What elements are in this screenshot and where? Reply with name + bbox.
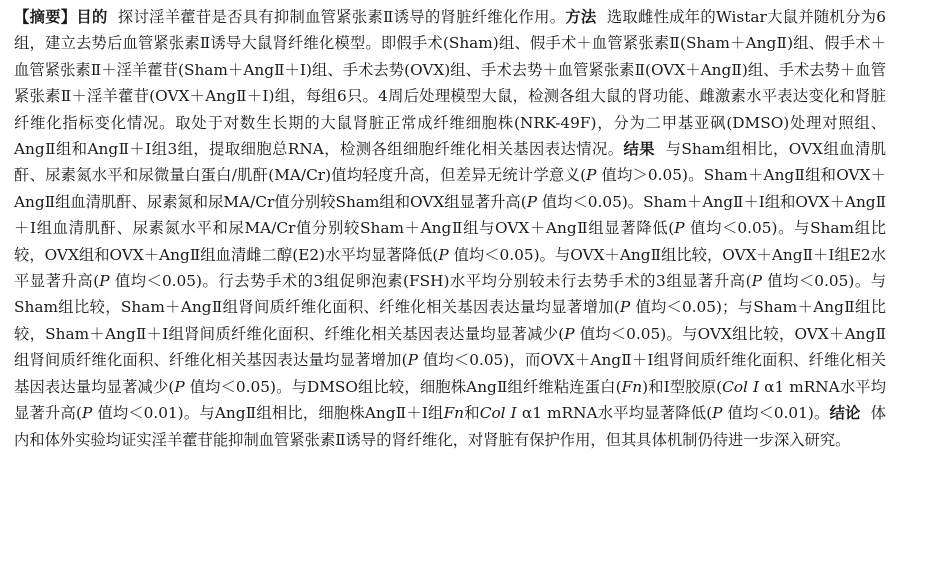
abstract-text: 与Sham组相比，OVX组血清肌酐、尿素氮水平和尿微量白蛋白/肌酐(MA/Cr)值均轻度升高，但差异无统计学意义( <box>14 140 886 185</box>
italic-term: Fn <box>621 377 643 396</box>
abstract-text: 值均＜0.05)。Sham＋AngⅡ＋I组和OVX＋AngⅡ＋I组血清肌酐、尿素氮水平和尿MA/Cr值分别较Sham＋AngⅡ组与OVX＋AngⅡ组显著降低( <box>14 192 886 238</box>
italic-term: P <box>564 324 575 343</box>
abstract-text: )和Ⅰ型胶原( <box>642 377 723 396</box>
abstract-paragraph <box>14 4 886 453</box>
abstract-text: α1 mRNA水平均显著降低( <box>516 404 713 423</box>
abstract-text: 探讨淫羊藿苷是否具有抑制血管紧张素Ⅱ诱导的肾脏纤维化作用。 <box>107 8 566 26</box>
abstract-text: 值均＜0.05)。与OVX＋AngⅡ组比较，OVX＋AngⅡ＋I组E2水平显著升高( <box>14 245 886 291</box>
abstract-text: 体内和体外实验均证实淫羊藿苷能抑制血管紧张素Ⅱ诱导的肾纤维化，对肾脏有保护作用，但其具体机制仍待进一步深入研究。 <box>14 404 886 449</box>
abstract-text: 值均＜0.05)，而OVX＋AngⅡ＋I组肾间质纤维化面积、纤维化相关基因表达量均显著减少( <box>14 351 886 396</box>
italic-term: P <box>99 272 110 291</box>
section-label: 方法 <box>565 8 597 26</box>
abstract-text: 选取雌性成年的Wistar大鼠并随机分为6组，建立去势后血管紧张素Ⅱ诱导大鼠肾纤维化模型。即假手术(Sham)组、假手术＋血管紧张素Ⅱ(Sham＋AngⅡ)组、假手术＋血管紧张素Ⅱ＋淫羊藿苷(Sham＋AngⅡ＋I)组、手术去势(OVX)组、手术去势＋血管紧张素Ⅱ(OVX＋AngⅡ)组、手术去势＋血管紧张素Ⅱ＋淫羊藿苷(OVX＋AngⅡ＋I)组，每组6只。4周后处理模型大鼠，检测各组大鼠的肾功能、雌激素水平表达变化和肾脏纤维化指标变化情况。取处于对数生长期的大鼠肾脏正常成纤维细胞株(NRK-49F)，分为二甲基亚砜(DMSO)处理对照组、AngⅡ组和AngⅡ＋I组3组，提取细胞总RNA，检测各组细胞纤维化相关基因表达情况。 <box>14 8 886 159</box>
abstract-text: 值均＜0.01)。 <box>722 404 830 423</box>
italic-term: P <box>81 404 93 423</box>
italic-term: Col Ⅰ <box>722 377 760 396</box>
section-label: 结论 <box>829 404 861 423</box>
abstract-heading: 【摘要】 <box>14 8 77 26</box>
italic-term: Fn <box>443 404 465 423</box>
abstract-text: 值均＜0.05)；与Sham＋AngⅡ组比较，Sham＋AngⅡ＋I组肾间质纤维化面积、纤维化相关基因表达量均显著减少( <box>14 298 886 343</box>
italic-term: P <box>526 192 537 211</box>
section-label: 结果 <box>623 140 656 159</box>
italic-term: Col Ⅰ <box>479 404 517 423</box>
italic-term: P <box>674 219 685 238</box>
italic-term: P <box>619 298 631 317</box>
abstract-text: α1 mRNA水平均显著升高( <box>14 377 887 423</box>
italic-term: P <box>751 272 762 291</box>
italic-term: P <box>438 245 449 264</box>
abstract-text: 值均＜0.05)。与Sham组比较，Sham＋AngⅡ组肾间质纤维化面积、纤维化相关基因表达量均显著增加( <box>14 272 887 317</box>
italic-term: P <box>586 166 597 185</box>
abstract-text: 和 <box>464 404 480 423</box>
abstract-text: 值均＜0.05)。行去势手术的3组促卵泡素(FSH)水平均分别较未行去势手术的3组显著升高( <box>109 272 752 291</box>
abstract-text: 值均＞0.05)。Sham＋AngⅡ组和OVX＋AngⅡ组血清肌酐、尿素氮和尿MA/Cr值分别较Sham组和OVX组显著升高( <box>14 166 886 211</box>
section-label: 目的 <box>76 8 108 26</box>
abstract-text: 值均＜0.01)。与AngⅡ组相比，细胞株AngⅡ＋I组 <box>92 404 444 423</box>
italic-term: P <box>712 404 723 423</box>
abstract-text: 值均＜0.05)。与OVX组比较，OVX＋AngⅡ组肾间质纤维化面积、纤维化相关基因表达量均显著增加( <box>14 324 886 370</box>
abstract-text: 值均＜0.05)。与Sham组比较，OVX组和OVX＋AngⅡ组血清雌二醇(E2)水平均显著降低( <box>14 219 886 264</box>
italic-term: P <box>174 377 185 396</box>
italic-term: P <box>407 351 418 370</box>
abstract-text: 值均＜0.05)。与DMSO组比较，细胞株AngⅡ组纤维粘连蛋白( <box>184 377 622 396</box>
